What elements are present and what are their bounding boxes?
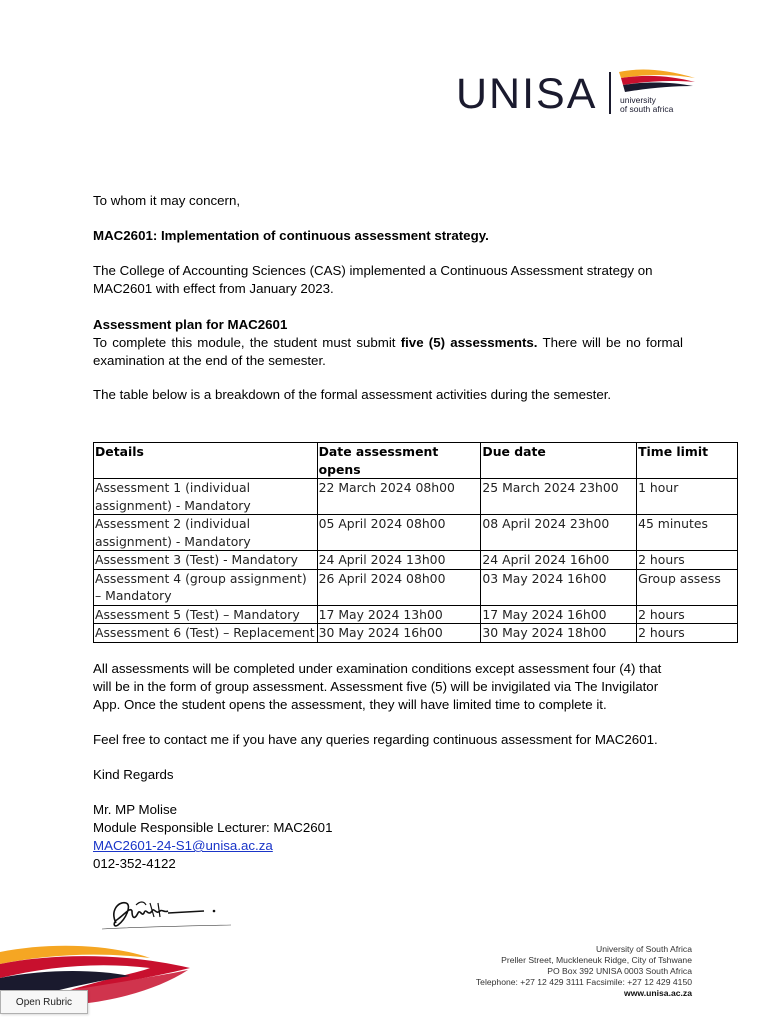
- closing: Kind Regards: [93, 767, 174, 782]
- cell-time: 45 minutes: [637, 515, 738, 551]
- signature-icon: [96, 893, 236, 938]
- cell-due: 17 May 2024 16h00: [481, 605, 637, 624]
- header-time-limit: Time limit: [637, 443, 738, 479]
- contact-paragraph: Feel free to contact me if you have any queries regarding continuous assessment for MAC2601.: [93, 732, 658, 747]
- table-row: [94, 624, 738, 643]
- table-row: [94, 551, 738, 570]
- table-intro: The table below is a breakdown of the formal assessment activities during the semester.: [93, 387, 612, 402]
- logo-subtitle: university of south africa: [620, 95, 674, 114]
- plan-paragraph: To complete this module, the student must submit five (5) assessments. There will be no formal examination at the end of the semester.: [93, 335, 683, 368]
- logo-wing-icon: [617, 68, 697, 98]
- cell-due: 24 April 2024 16h00: [481, 551, 637, 570]
- conditions-paragraph: All assessments will be completed under examination conditions except assessment four (4) that will be in the form of group assessment. Assessment five (5) will be invigilated via The Invigilator App. Once the student opens the assessment, they will have limited time to complete it.: [93, 661, 662, 712]
- table-row: [94, 569, 738, 605]
- cell-opens: 24 April 2024 13h00: [317, 551, 481, 570]
- cell-details: Assessment 5 (Test) – Mandatory: [94, 605, 318, 624]
- cell-due: 08 April 2024 23h00: [481, 515, 637, 551]
- header-details: Details: [94, 443, 318, 479]
- cell-details: Assessment 4 (group assignment) – Mandatory: [94, 569, 318, 605]
- sender-phone: 012-352-4122: [93, 856, 176, 871]
- assessment-table: [93, 442, 738, 643]
- cell-time: 2 hours: [637, 551, 738, 570]
- open-rubric-button[interactable]: Open Rubric: [0, 990, 88, 1014]
- cell-details: Assessment 6 (Test) – Replacement: [94, 624, 318, 643]
- sender-email-link[interactable]: MAC2601-24-S1@unisa.ac.za: [93, 838, 273, 853]
- subject-line: MAC2601: Implementation of continuous assessment strategy.: [93, 228, 489, 243]
- cell-details: Assessment 1 (individual assignment) - Mandatory: [94, 479, 318, 515]
- cell-details: Assessment 2 (individual assignment) - Mandatory: [94, 515, 318, 551]
- cell-opens: 05 April 2024 08h00: [317, 515, 481, 551]
- table-row: [94, 605, 738, 624]
- cell-due: 03 May 2024 16h00: [481, 569, 637, 605]
- cell-due: 25 March 2024 23h00: [481, 479, 637, 515]
- cell-due: 30 May 2024 18h00: [481, 624, 637, 643]
- logo-wordmark: UNISA: [456, 70, 598, 118]
- header-opens: Date assessment opens: [317, 443, 481, 479]
- sender-block: [93, 801, 683, 873]
- logo-divider: [609, 72, 611, 114]
- intro-paragraph: The College of Accounting Sciences (CAS) implemented a Continuous Assessment strategy on MAC2601 with effect from January 2023.: [93, 263, 653, 296]
- salutation: To whom it may concern,: [93, 193, 241, 208]
- footer-address: University of South Africa Preller Street, Muckleneuk Ridge, City of Tshwane PO Box 392 UNISA 0003 South Africa Telephone: +27 12 429 3111 Facsimile: +27 12 429 4150 www.unisa.ac.za: [412, 944, 692, 999]
- sender-role: Module Responsible Lecturer: MAC2601: [93, 820, 333, 835]
- cell-opens: 26 April 2024 08h00: [317, 569, 481, 605]
- cell-opens: 17 May 2024 13h00: [317, 605, 481, 624]
- table-row: [94, 515, 738, 551]
- plan-heading: Assessment plan for MAC2601: [93, 317, 288, 332]
- footer-website: www.unisa.ac.za: [624, 988, 692, 998]
- cell-details: Assessment 3 (Test) - Mandatory: [94, 551, 318, 570]
- cell-time: 2 hours: [637, 624, 738, 643]
- cell-time: Group assess: [637, 569, 738, 605]
- table-header-row: [94, 443, 738, 479]
- table-row: [94, 479, 738, 515]
- sender-name: Mr. MP Molise: [93, 802, 177, 817]
- cell-opens: 30 May 2024 16h00: [317, 624, 481, 643]
- cell-time: 2 hours: [637, 605, 738, 624]
- header-due-date: Due date: [481, 443, 637, 479]
- cell-time: 1 hour: [637, 479, 738, 515]
- cell-opens: 22 March 2024 08h00: [317, 479, 481, 515]
- unisa-logo: [456, 68, 696, 120]
